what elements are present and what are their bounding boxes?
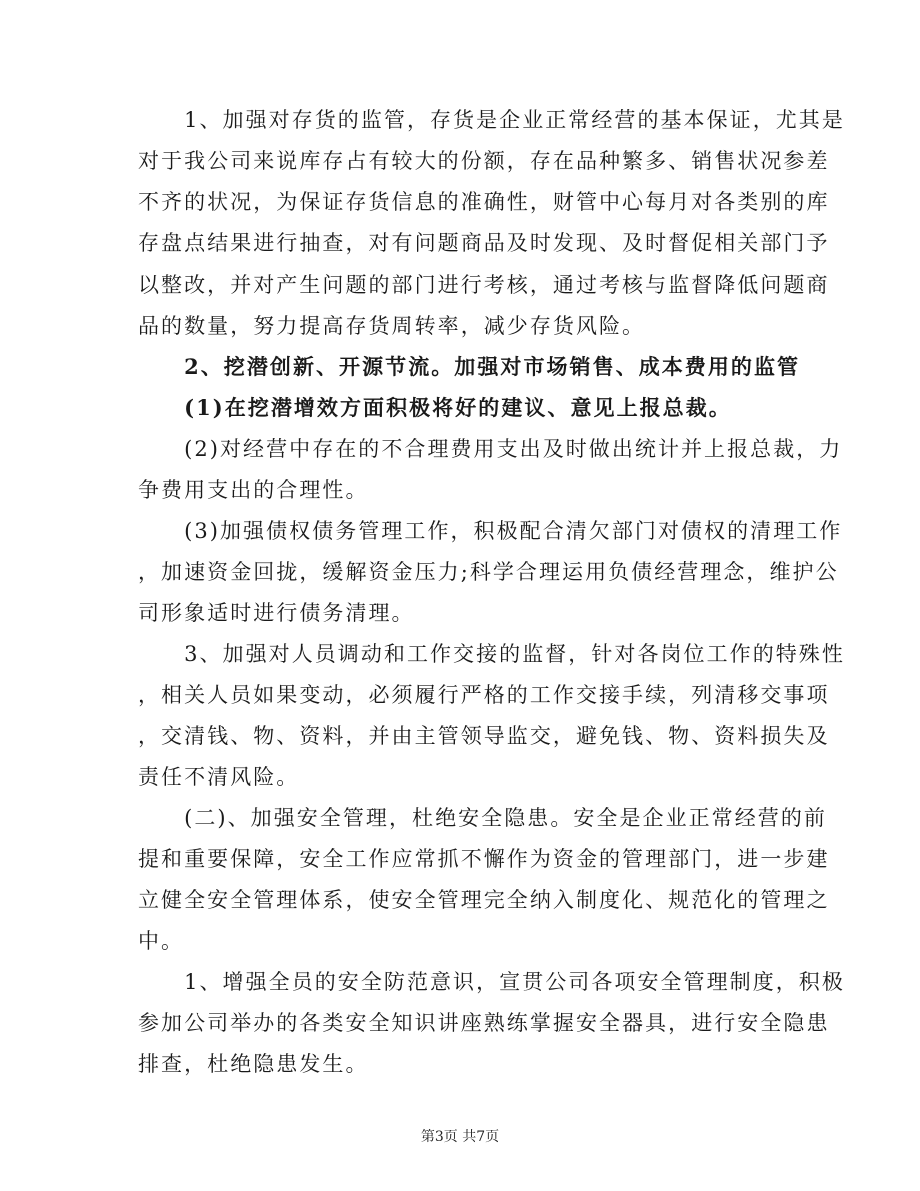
paragraph-line: 责任不清风险。 — [138, 765, 300, 789]
paragraph-line: 排查，杜绝隐患发生。 — [138, 1052, 369, 1076]
paragraph-line: 争费用支出的合理性。 — [138, 478, 369, 502]
paragraph-line: 提和重要保障，安全工作应常抓不懈作为资金的管理部门，进一步建 — [138, 847, 830, 871]
section-heading: 2、挖潜创新、开源节流。加强对市场销售、成本费用的监管 — [138, 354, 801, 379]
page-number: 第3页 共7页 — [420, 1129, 500, 1145]
paragraph-line: 3、加强对人员调动和工作交接的监督，针对各岗位工作的特殊性 — [138, 642, 845, 666]
paragraph-line: 1、增强全员的安全防范意识，宣贯公司各项安全管理制度，积极 — [138, 970, 845, 994]
paragraph-line: (3)加强债权债务管理工作，积极配合清欠部门对债权的清理工作 — [138, 519, 843, 543]
paragraph-line: 品的数量，努力提高存货周转率，减少存货风险。 — [138, 314, 646, 338]
paragraph-line: 存盘点结果进行抽查，对有问题商品及时发现、及时督促相关部门予 — [138, 231, 830, 255]
paragraph-line: ，加速资金回拢，缓解资金压力;科学合理运用负债经营理念，维护公 — [138, 560, 839, 584]
paragraph-line: 参加公司举办的各类安全知识讲座熟练掌握安全器具，进行安全隐患 — [138, 1011, 830, 1035]
paragraph-line: (二)、加强安全管理，杜绝安全隐患。安全是企业正常经营的前 — [138, 806, 827, 830]
paragraph-line: 不齐的状况，为保证存货信息的准确性，财管中心每月对各类别的库 — [138, 190, 830, 214]
paragraph-line: 对于我公司来说库存占有较大的份额，存在品种繁多、销售状况参差 — [138, 149, 830, 173]
paragraph-line: 1、加强对存货的监管，存货是企业正常经营的基本保证，尤其是 — [138, 108, 845, 132]
paragraph-line: 立健全安全管理体系，使安全管理完全纳入制度化、规范化的管理之 — [138, 888, 830, 912]
paragraph-line: ，交清钱、物、资料，并由主管领导监交，避免钱、物、资料损失及 — [138, 724, 830, 748]
paragraph-line: 司形象适时进行债务清理。 — [138, 601, 415, 625]
paragraph-line: (2)对经营中存在的不合理费用支出及时做出统计并上报总裁，力 — [138, 437, 843, 461]
paragraph-line: 中。 — [138, 929, 185, 953]
paragraph-line: ，相关人员如果变动，必须履行严格的工作交接手续，列清移交事项 — [138, 683, 830, 707]
paragraph-line: 以整改，并对产生问题的部门进行考核，通过考核与监督降低问题商 — [138, 273, 830, 297]
section-subheading: (1)在挖潜增效方面积极将好的建议、意见上报总裁。 — [138, 395, 732, 420]
